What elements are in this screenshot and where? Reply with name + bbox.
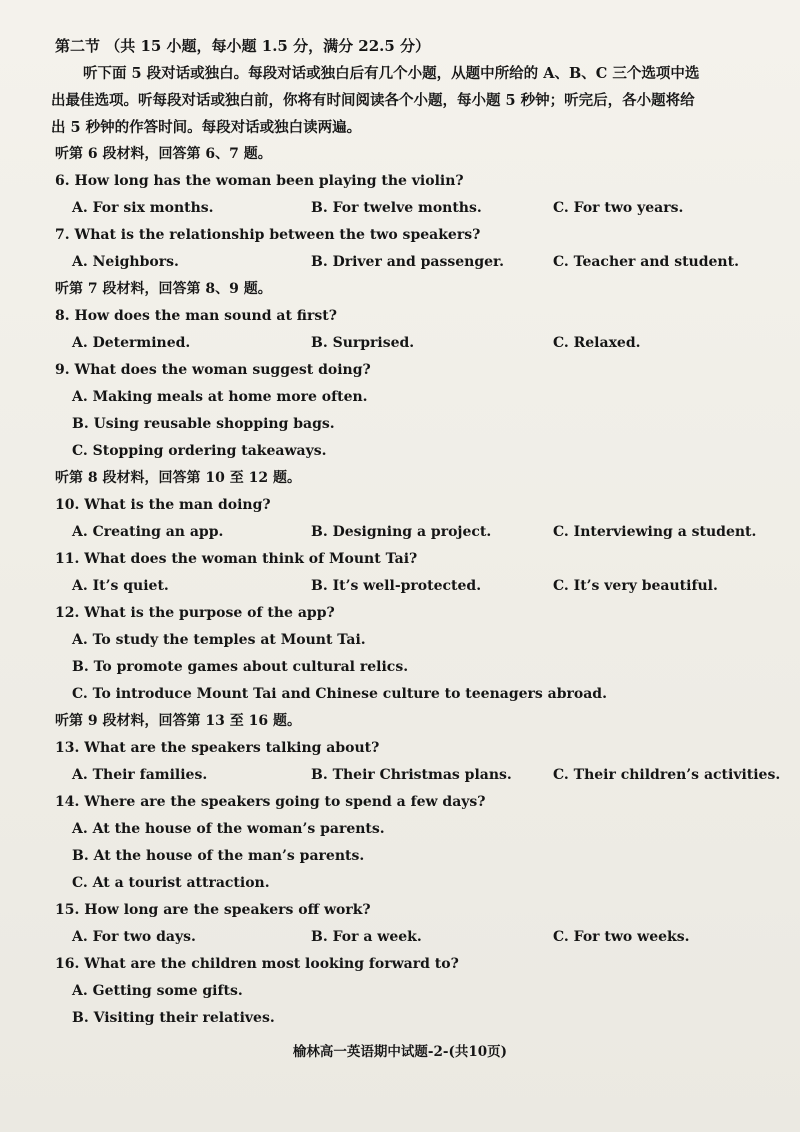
answer-option: A. Their families. bbox=[72, 767, 208, 783]
answer-option: C. Interviewing a student. bbox=[553, 524, 757, 540]
options-row bbox=[55, 924, 775, 951]
answer-option: B. Designing a project. bbox=[311, 524, 492, 540]
question-stem: 16. What are the children most looking forward to? bbox=[55, 956, 459, 972]
answer-option: A. For two days. bbox=[72, 929, 196, 945]
answer-option: A. For six months. bbox=[72, 200, 214, 216]
answer-option: C. At a tourist attraction. bbox=[72, 875, 270, 891]
options-row bbox=[55, 519, 775, 546]
answer-option: C. Stopping ordering takeaways. bbox=[72, 443, 327, 459]
section-header: 第二节 （共 15 小题，每小题 1.5 分，满分 22.5 分） bbox=[55, 37, 431, 55]
instruction-line: 出最佳选项。听每段对话或独白前，你将有时间阅读各个小题，每小题 5 秒钟；听完后，各小题将给 bbox=[51, 92, 695, 109]
answer-option: C. It’s very beautiful. bbox=[553, 578, 718, 594]
options-row bbox=[55, 249, 775, 276]
section-instructions bbox=[55, 60, 775, 87]
answer-option: A. Making meals at home more often. bbox=[72, 389, 368, 405]
answer-option: C. For two years. bbox=[553, 200, 684, 216]
answer-option: B. It’s well-protected. bbox=[311, 578, 482, 594]
answer-option: B. Visiting their relatives. bbox=[72, 1010, 275, 1026]
material-label: 听第 9 段材料，回答第 13 至 16 题。 bbox=[55, 713, 301, 729]
options-row bbox=[55, 573, 775, 600]
material-label: 听第 8 段材料，回答第 10 至 12 题。 bbox=[55, 470, 301, 486]
answer-option: B. For twelve months. bbox=[311, 200, 482, 216]
question-stem: 12. What is the purpose of the app? bbox=[55, 605, 335, 621]
options-row bbox=[55, 330, 775, 357]
question-stem: 10. What is the man doing? bbox=[55, 497, 271, 513]
instruction-line: 出 5 秒钟的作答时间。每段对话或独白读两遍。 bbox=[51, 119, 362, 136]
answer-option: A. To study the temples at Mount Tai. bbox=[72, 632, 366, 648]
answer-option: A. It’s quiet. bbox=[72, 578, 169, 594]
answer-option: B. At the house of the man’s parents. bbox=[72, 848, 365, 864]
answer-option: C. Relaxed. bbox=[553, 335, 641, 351]
answer-option: A. Creating an app. bbox=[72, 524, 224, 540]
question-groups bbox=[55, 141, 781, 1032]
answer-option: B. For a week. bbox=[311, 929, 422, 945]
question-stem: 13. What are the speakers talking about? bbox=[55, 740, 380, 756]
answer-option: A. At the house of the woman’s parents. bbox=[72, 821, 385, 837]
answer-option: A. Neighbors. bbox=[72, 254, 179, 270]
instruction-line: 听下面 5 段对话或独白。每段对话或独白后有几个小题，从题中所给的 A、B、C 三个选项中选 bbox=[83, 65, 700, 82]
question-stem: 7. What is the relationship between the two speakers? bbox=[55, 227, 481, 243]
answer-option: B. Driver and passenger. bbox=[311, 254, 504, 270]
answer-option: B. Using reusable shopping bags. bbox=[72, 416, 335, 432]
answer-option: B. To promote games about cultural relics. bbox=[72, 659, 409, 675]
question-stem: 6. How long has the woman been playing the violin? bbox=[55, 173, 464, 189]
question-stem: 11. What does the woman think of Mount Tai? bbox=[55, 551, 418, 567]
options-row bbox=[55, 762, 781, 789]
answer-option: C. For two weeks. bbox=[553, 929, 690, 945]
page-content bbox=[51, 33, 781, 1032]
question-stem: 8. How does the man sound at first? bbox=[55, 308, 337, 324]
answer-option: A. Determined. bbox=[72, 335, 191, 351]
material-label: 听第 6 段材料，回答第 6、7 题。 bbox=[55, 146, 272, 162]
answer-option: B. Their Christmas plans. bbox=[311, 767, 512, 783]
answer-option: C. Their children’s activities. bbox=[553, 767, 781, 783]
page-footer: 榆林高一英语期中试题-2-(共10页) bbox=[292, 1044, 508, 1060]
answer-option: B. Surprised. bbox=[311, 335, 415, 351]
question-stem: 9. What does the woman suggest doing? bbox=[55, 362, 371, 378]
options-row bbox=[55, 195, 775, 222]
answer-option: A. Getting some gifts. bbox=[72, 983, 243, 999]
material-label: 听第 7 段材料，回答第 8、9 题。 bbox=[55, 281, 272, 297]
answer-option: C. Teacher and student. bbox=[553, 254, 739, 270]
question-stem: 15. How long are the speakers off work? bbox=[55, 902, 371, 918]
question-stem: 14. Where are the speakers going to spend a few days? bbox=[55, 794, 486, 810]
answer-option: C. To introduce Mount Tai and Chinese culture to teenagers abroad. bbox=[72, 686, 607, 702]
